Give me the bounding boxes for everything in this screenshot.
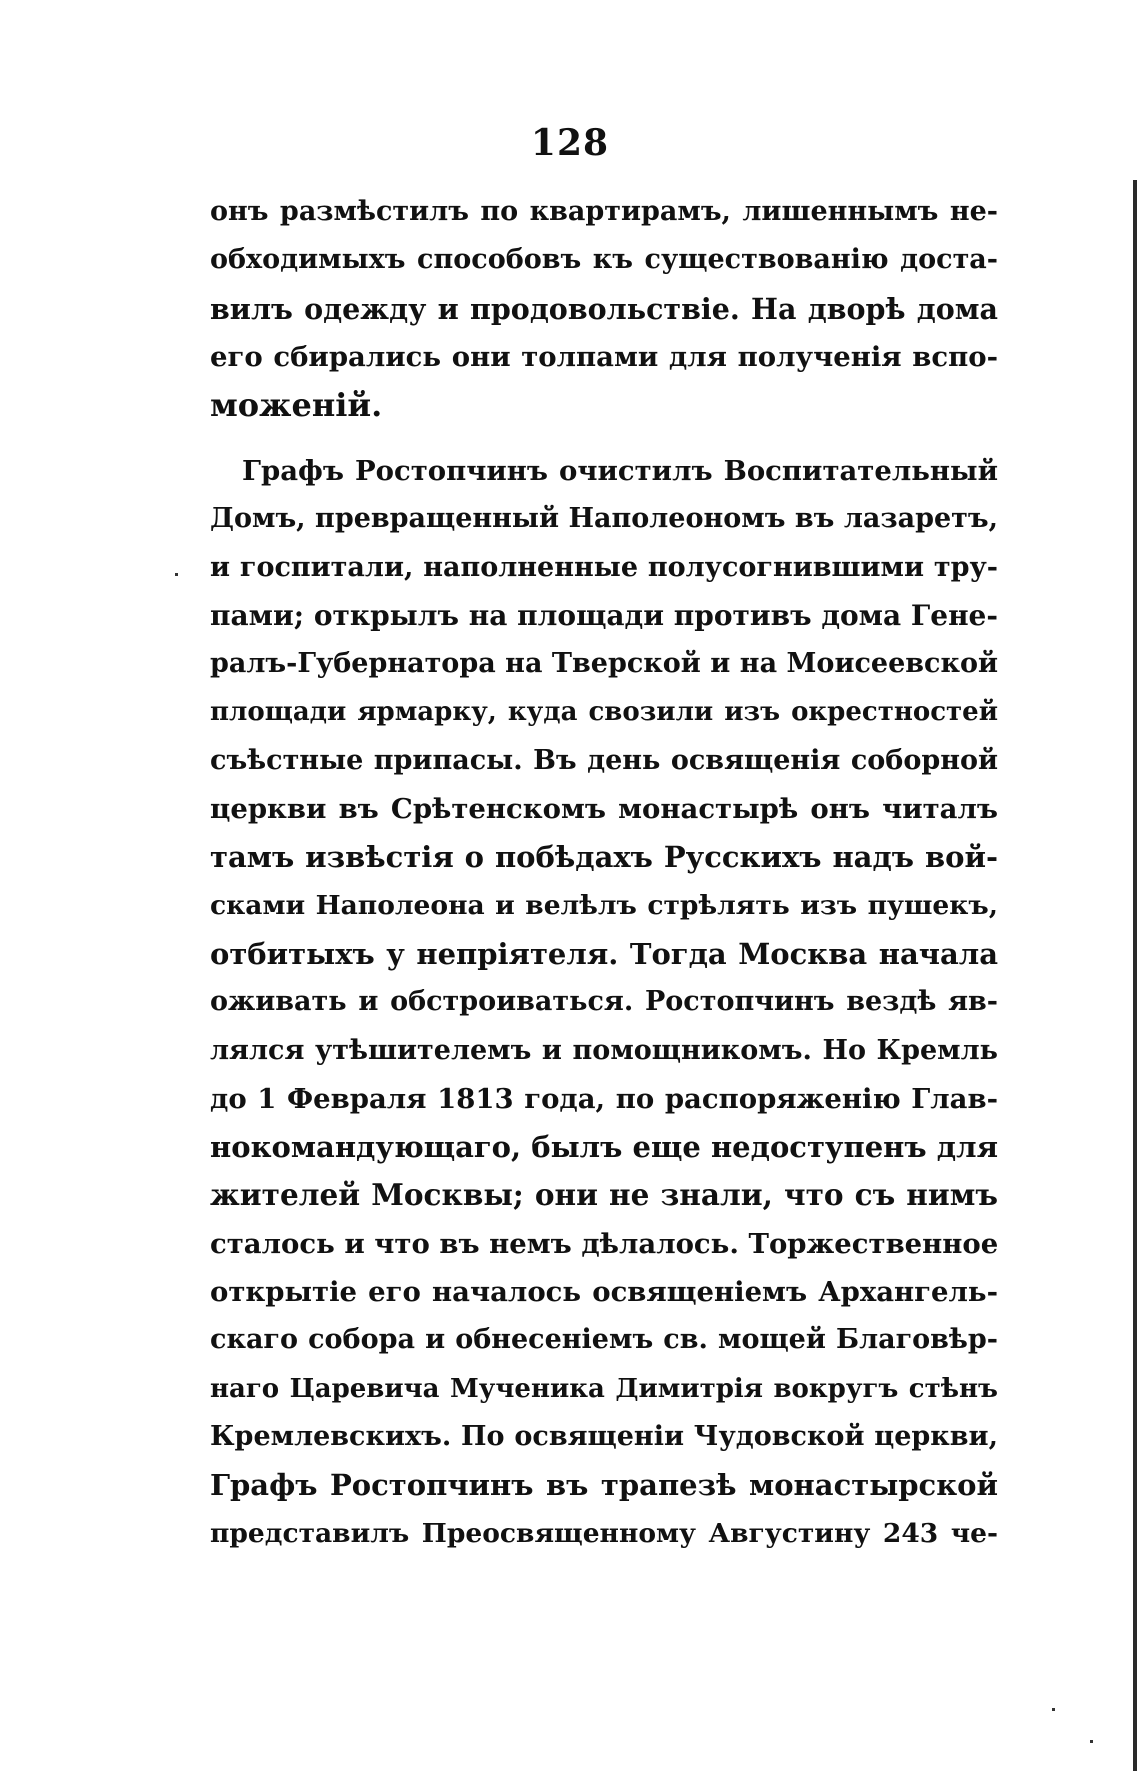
- text-line: церкви въ Срѣтенскомъ монастырѣ онъ читалъ: [210, 793, 998, 826]
- text-line: и госпитали, наполненные полусогнившими тру-: [210, 551, 998, 583]
- text-line: Графъ Ростопчинъ очистилъ Воспитательный: [242, 455, 998, 487]
- text-line: онъ размѣстилъ по квартирамъ, лишеннымъ не-: [210, 196, 998, 227]
- text-line: пами; открылъ на площади противъ дома Гене-: [210, 598, 998, 632]
- text-line: лялся утѣшителемъ и помощникомъ. Но Кремль: [210, 1034, 998, 1066]
- scan-edge-shadow: [1133, 0, 1137, 1771]
- text-line: ралъ-Губернатора на Тверской и на Моисеевской: [210, 648, 998, 680]
- text-line: скаго собора и обнесеніемъ св. мощей Благовѣр-: [210, 1324, 998, 1356]
- text-line: площади ярмарку, куда свозили изъ окрестностей: [210, 697, 998, 728]
- text-line: представилъ Преосвященному Августину 243 че-: [210, 1517, 998, 1549]
- page-number: 128: [530, 122, 610, 164]
- text-line: его сбирались они толпами для полученія вспо-: [210, 340, 998, 373]
- text-line: Графъ Ростопчинъ въ трапезѣ монастырской: [210, 1468, 998, 1503]
- text-line: Домъ, превращенный Наполеономъ въ лазаретъ,: [210, 503, 998, 535]
- text-line: жителей Москвы; они не знали, что съ нимъ: [210, 1177, 998, 1213]
- text-line: моженій.: [210, 386, 383, 425]
- text-line: наго Царевича Мученика Димитрія вокругъ стѣнъ: [210, 1373, 998, 1404]
- text-line: оживать и обстроиваться. Ростопчинъ вездѣ яв-: [210, 986, 998, 1018]
- text-line: сками Наполеона и велѣлъ стрѣлять изъ пушекъ,: [210, 889, 998, 921]
- scan-speck: [175, 573, 178, 576]
- text-line: тамъ извѣстія о побѣдахъ Русскихъ надъ вой-: [210, 840, 998, 875]
- text-line: съѣстные припасы. Въ день освященія соборной: [210, 744, 998, 776]
- text-line: сталось и что въ немъ дѣлалось. Торжественное: [210, 1227, 999, 1260]
- scan-speck: [1090, 1740, 1093, 1743]
- text-line: обходимыхъ способовъ къ существованію доста-: [210, 244, 998, 276]
- scan-speck: [1052, 1708, 1055, 1711]
- text-line: нокомандующаго, былъ еще недоступенъ для: [210, 1130, 998, 1165]
- text-line: отбитыхъ у непріятеля. Тогда Москва начала: [210, 936, 998, 971]
- text-line: открытіе его началось освященіемъ Архангель-: [210, 1276, 998, 1309]
- paragraph-2: [210, 447, 998, 1558]
- text-line: Кремлевскихъ. По освященіи Чудовской церкви,: [210, 1420, 998, 1452]
- text-line: вилъ одежду и продовольствіе. На дворѣ дома: [210, 291, 998, 326]
- paragraph-1: [210, 188, 998, 429]
- text-line: до 1 Февраля 1813 года, по распоряженію Глав-: [210, 1082, 998, 1115]
